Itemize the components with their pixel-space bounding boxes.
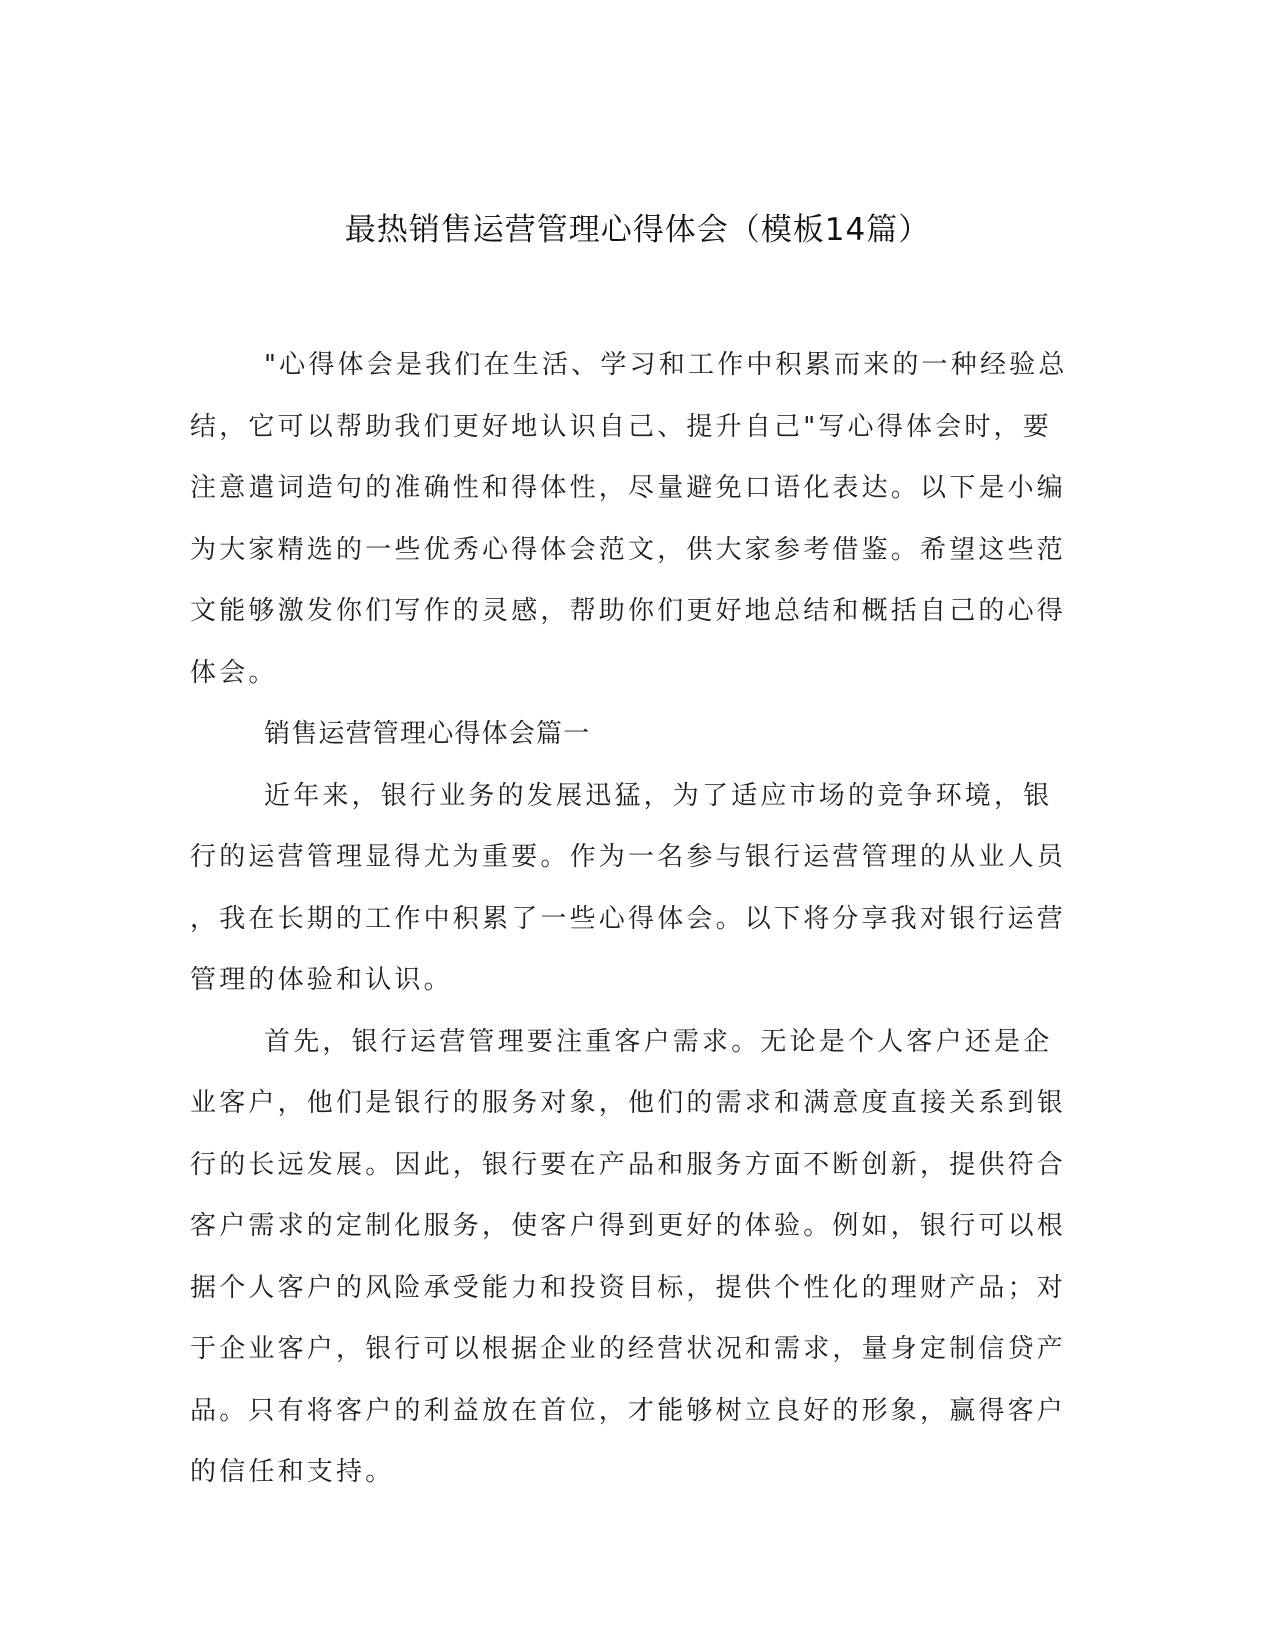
document-title: 最热销售运营管理心得体会（模板14篇） [344,212,931,248]
intro-paragraph: "心得体会是我们在生活、学习和工作中积累而来的一种经验总结，它可以帮助我们更好地认识自己、提升自己"写心得体会时，要注意遣词造句的准确性和得体性，尽量避免口语化表达。以下是小编为大家精选的一些优秀心得体会范文，供大家参考借鉴。希望这些范文能够激发你们写作的灵感，帮助你们更好地总结和概括自己的心得体会。 [190,350,1068,688]
section-heading: 销售运营管理心得体会篇一 [264,719,591,749]
document-body [190,335,1080,1504]
body-paragraph-2: 首先，银行运营管理要注重客户需求。无论是个人客户还是企业客户，他们是银行的服务对象，他们的需求和满意度直接关系到银行的长远发展。因此，银行要在产品和服务方面不断创新，提供符合客户需求的定制化服务，使客户得到更好的体验。例如，银行可以根据个人客户的风险承受能力和投资目标，提供个性化的理财产品；对于企业客户，银行可以根据企业的经营状况和需求，量身定制信贷产品。只有将客户的利益放在首位，才能够树立良好的形象，赢得客户的信任和支持。 [190,1026,1067,1487]
body-paragraph-1: 近年来，银行业务的发展迅猛，为了适应市场的竞争环境，银行的运营管理显得尤为重要。作为一名参与银行运营管理的从业人员，我在长期的工作中积累了一些心得体会。以下将分享我对银行运营管理的体验和认识。 [190,780,1067,995]
